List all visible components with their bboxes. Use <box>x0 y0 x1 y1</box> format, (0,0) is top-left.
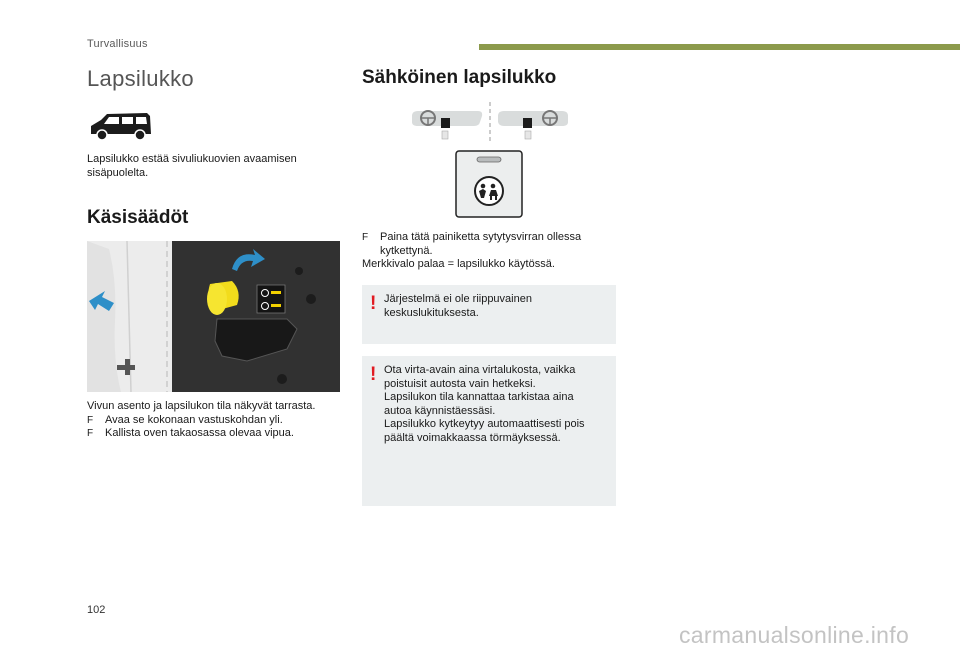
status-line: Merkkivalo palaa = lapsilukko käytössä. <box>362 258 555 270</box>
section-label: Turvallisuus <box>87 38 148 50</box>
list-item-text: Kallista oven takaosassa olevaa vipua. <box>105 427 294 439</box>
warning-icon: ! <box>370 364 377 385</box>
instruction-text <box>362 231 622 272</box>
bullet-icon: F <box>362 232 369 243</box>
warning-icon: ! <box>370 293 377 314</box>
warning-text <box>384 293 612 320</box>
intro-line: Lapsilukko estää sivuliukuovien avaamisen <box>87 153 297 165</box>
list-item <box>87 414 347 428</box>
section-title: Sähköinen lapsilukko <box>362 67 557 88</box>
warning-line: Järjestelmä ei ole riippuvainen <box>384 293 532 305</box>
warning-text <box>384 364 612 445</box>
warning-line: autoa käynnistäessäsi. <box>384 404 496 417</box>
warning-line: Ota virta-avain aina virtalukosta, vaikka <box>384 364 576 376</box>
door-lever-photo <box>87 241 340 392</box>
watermark: carmanualsonline.info <box>679 622 910 648</box>
page-title: Lapsilukko <box>87 66 194 91</box>
list-item-continuation: kytkettynä. <box>380 244 433 257</box>
manual-subheading: Käsisäädöt <box>87 207 189 228</box>
page-number: 102 <box>87 604 106 616</box>
intro-line: sisäpuolelta. <box>87 166 149 179</box>
warning-line: keskuslukituksesta. <box>384 306 479 319</box>
child-lock-button-icon <box>455 150 523 218</box>
dashboard-steering-icon <box>410 102 570 144</box>
bottom-text <box>87 400 347 441</box>
list-item-text: Avaa se kokonaan vastuskohdan yli. <box>105 413 283 426</box>
warning-line: Lapsilukon tila kannattaa tarkistaa aina <box>384 391 574 403</box>
list-item-text: Paina tätä painiketta sytytysvirran ollessa <box>380 231 582 243</box>
bullet-icon: F <box>87 428 94 439</box>
bullet-icon: F <box>87 414 94 426</box>
van-icon <box>87 110 153 142</box>
warning-note <box>362 285 616 344</box>
body-line: Vivun asento ja lapsilukon tila näkyvät tarrasta. <box>87 400 316 412</box>
intro-text <box>87 153 337 180</box>
list-item <box>362 231 622 245</box>
warning-note <box>362 356 616 506</box>
list-item <box>87 427 347 441</box>
header-bar <box>479 44 960 50</box>
warning-line: päältä voimakkaassa törmäyksessä. <box>384 431 561 444</box>
warning-line: Lapsilukko kytkeytyy automaattisesti pois <box>384 418 585 430</box>
warning-line: poistuisit autosta vain hetkeksi. <box>384 377 536 390</box>
